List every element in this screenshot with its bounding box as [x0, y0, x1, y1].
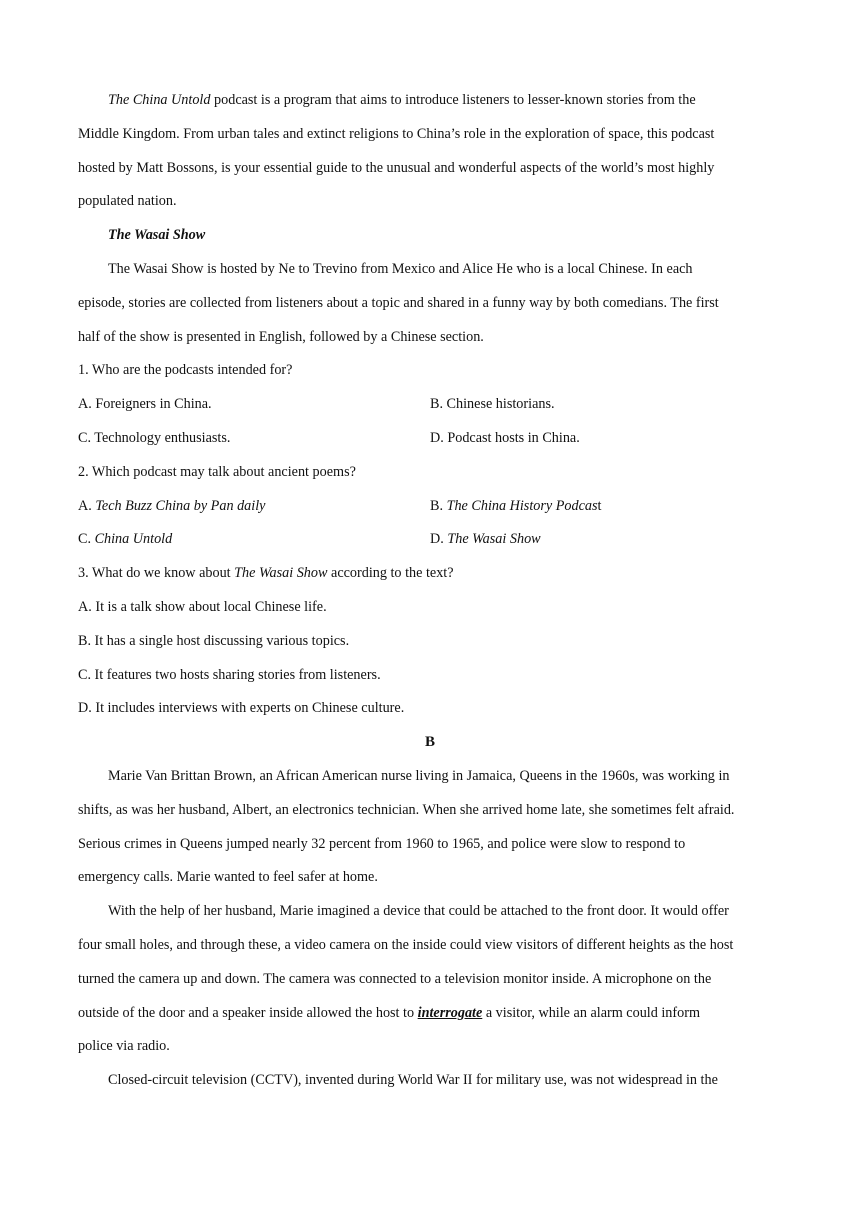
- option-b: B. Chinese historians.: [430, 396, 555, 413]
- question-1-options-row-1: [78, 388, 782, 422]
- paragraph-marie: Marie Van Brittan Brown, an African American nurse living in Jamaica, Queens in the 1960s, was working in: [108, 767, 730, 784]
- option-b: B. It has a single host discussing various topics.: [78, 632, 350, 649]
- option-d: D. Podcast hosts in China.: [430, 429, 580, 446]
- paragraph-device: With the help of her husband, Marie imagined a device that could be attached to the front door. It would offer: [108, 903, 729, 920]
- option-a: A. It is a talk show about local Chinese life.: [78, 598, 327, 615]
- text-line: outside of the door and a speaker inside allowed the host to interrogate a visitor, while an alarm could inform: [78, 1004, 700, 1021]
- question-2-stem: 2. Which podcast may talk about ancient poems?: [78, 463, 356, 480]
- document-page: [78, 84, 782, 1098]
- question-2-options-row-1: [78, 490, 782, 524]
- option-c: C. Technology enthusiasts.: [78, 429, 231, 446]
- option-b: B. The China History Podcast: [430, 497, 602, 514]
- question-2-options-row-2: [78, 523, 782, 557]
- option-a: A. Tech Buzz China by Pan daily: [78, 497, 266, 514]
- text-line: Middle Kingdom. From urban tales and extinct religions to China’s role in the exploration of space, this podcast: [78, 125, 715, 142]
- paragraph-cctv: Closed-circuit television (CCTV), invented during World War II for military use, was not widespread in the: [108, 1072, 718, 1089]
- paragraph-china-untold: The China Untold podcast is a program that aims to introduce listeners to lesser-known stories from the: [108, 92, 696, 108]
- text-line: half of the show is presented in English, followed by a Chinese section.: [78, 328, 484, 345]
- text-line: episode, stories are collected from listeners about a topic and shared in a funny way by both comedians. The first: [78, 294, 719, 311]
- option-a: A. Foreigners in China.: [78, 396, 212, 413]
- text-line: shifts, as was her husband, Albert, an electronics technician. When she arrived home late, she sometimes felt afraid.: [78, 801, 735, 818]
- paragraph-wasai: The Wasai Show is hosted by Ne to Trevino from Mexico and Alice He who is a local Chinese. In each: [108, 260, 693, 277]
- underlined-word: interrogate: [417, 1004, 483, 1021]
- text-line: Serious crimes in Queens jumped nearly 32 percent from 1960 to 1965, and police were slow to respond to: [78, 835, 686, 852]
- section-heading-b: B: [424, 734, 435, 751]
- question-3-stem: 3. What do we know about The Wasai Show according to the text?: [78, 565, 454, 582]
- text-line: emergency calls. Marie wanted to feel safer at home.: [78, 869, 378, 886]
- text-line: turned the camera up and down. The camera was connected to a television monitor inside. A microphone on the: [78, 970, 712, 987]
- text-line: populated nation.: [78, 193, 177, 210]
- option-d: D. It includes interviews with experts on Chinese culture.: [78, 700, 405, 717]
- option-d: D. The Wasai Show: [430, 531, 541, 548]
- text-line: four small holes, and through these, a video camera on the inside could view visitors of different heights as the host: [78, 936, 734, 953]
- question-1-options-row-2: [78, 422, 782, 456]
- option-c: C. China Untold: [78, 531, 173, 548]
- question-1-stem: 1. Who are the podcasts intended for?: [78, 362, 293, 379]
- podcast-title: The China Untold: [108, 92, 211, 108]
- section-heading-wasai: The Wasai Show: [108, 227, 206, 244]
- text-line: police via radio.: [78, 1038, 170, 1055]
- option-c: C. It features two hosts sharing stories from listeners.: [78, 666, 381, 683]
- text-line: hosted by Matt Bossons, is your essential guide to the unusual and wonderful aspects of the world’s most highly: [78, 159, 715, 176]
